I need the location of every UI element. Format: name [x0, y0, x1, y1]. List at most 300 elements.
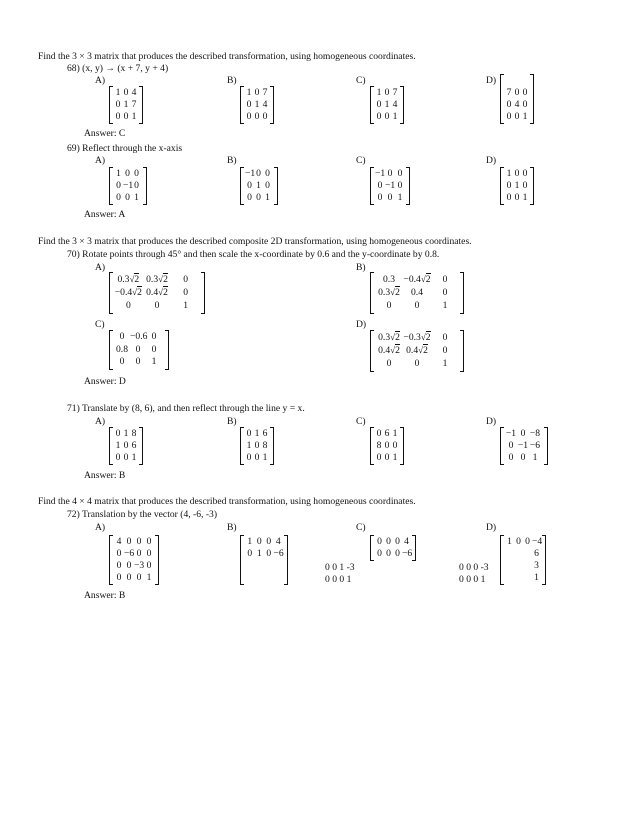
matrix-q68-d — [500, 74, 534, 124]
left-bracket — [370, 86, 374, 124]
q72-d-row-4: 0 0 0 1 — [459, 574, 486, 585]
answer-68: Answer: C — [84, 128, 126, 139]
matrix-cell: 0 — [387, 192, 393, 204]
matrix-cell: 7 — [392, 87, 398, 99]
left-bracket — [109, 167, 113, 205]
matrix-cell: −1 — [123, 180, 134, 192]
matrix-cell: 1 — [134, 192, 139, 204]
matrix-cell: 0 — [442, 331, 448, 343]
matrix-cell: 1 — [397, 192, 403, 204]
matrix-row — [114, 286, 200, 299]
matrix-row — [375, 536, 411, 548]
section-heading-4x4: Find the 4 × 4 matrix that produces the described transformation, using homogeneous coordinates. — [38, 496, 416, 507]
question-72-stem: 72) Translation by the vector (4, -6, -3) — [67, 509, 218, 520]
matrix-cell: 1 — [146, 572, 152, 584]
matrix-cell: 0 — [265, 180, 270, 192]
matrix-cell: 0 — [151, 343, 157, 355]
answer-71: Answer: B — [84, 470, 126, 481]
matrix-cell: 0 — [520, 428, 526, 440]
matrix-q72-b — [240, 535, 288, 585]
matrix-row — [245, 428, 269, 440]
matrix-row — [375, 273, 459, 286]
matrix-row — [505, 428, 543, 440]
matrix-q72-a — [109, 535, 159, 585]
matrix-row — [505, 440, 543, 452]
matrix-cell: 0 — [134, 168, 139, 180]
right-bracket — [139, 86, 143, 124]
matrix-cell: 0 — [116, 180, 121, 192]
matrix-row — [245, 572, 283, 584]
section-heading-composite: Find the 3 × 3 matrix that produces the described composite 2D transformation, using homogeneous coordinates. — [38, 236, 472, 247]
matrix-cell: 1 — [256, 180, 261, 192]
matrix-cell: −1 — [245, 168, 256, 180]
matrix-row — [375, 99, 399, 111]
matrix-row — [114, 356, 164, 369]
matrix-cell: 0.3√2 — [378, 286, 400, 298]
matrix-cell: 0 — [246, 452, 252, 464]
right-bracket — [544, 427, 548, 465]
matrix-cell: 4 — [514, 99, 520, 111]
matrix-cell: 0 — [115, 99, 121, 111]
matrix-cell: 0.3√2 — [146, 273, 168, 285]
matrix-cell: 0.4√2 — [378, 344, 400, 356]
matrix-row — [505, 111, 529, 123]
matrix-cell: −1 — [375, 168, 386, 180]
matrix-row — [114, 560, 154, 572]
matrix-cell: −3 — [134, 560, 145, 572]
matrix-cell: 1 — [254, 428, 260, 440]
matrix-cell: 0 — [125, 192, 130, 204]
matrix-row — [505, 452, 543, 464]
matrix-row — [245, 548, 283, 560]
matrix-cell: 4 — [262, 99, 268, 111]
matrix-cell: 0 — [116, 192, 121, 204]
matrix-row — [375, 331, 459, 344]
matrix-cell: 0 — [183, 286, 189, 298]
matrix-cell: 1 — [131, 111, 137, 123]
matrix-cell: 1 — [392, 428, 398, 440]
matrix-cell: −4 — [532, 536, 543, 548]
matrix-cell: 0 — [384, 452, 390, 464]
left-bracket — [240, 535, 244, 585]
matrix-cell: 0 — [256, 168, 261, 180]
matrix-row — [375, 452, 399, 464]
matrix-cell: 0 — [384, 440, 390, 452]
matrix-cell: 0 — [508, 440, 514, 452]
matrix-cell: 0 — [377, 192, 383, 204]
right-bracket — [406, 167, 410, 205]
matrix-cell: 4 — [131, 87, 137, 99]
matrix-q69-a — [109, 167, 147, 205]
matrix-row — [114, 273, 200, 286]
matrix-cell: 0 — [136, 572, 142, 584]
matrix-cell: 8 — [376, 440, 382, 452]
matrix-q68-c — [370, 86, 404, 124]
matrix-cell: 0 — [119, 356, 125, 368]
matrix-cell: 1 — [247, 536, 253, 548]
matrix-cell: 1 — [123, 428, 129, 440]
question-68-stem: 68) (x, y) → (x + 7, y + 4) — [67, 63, 169, 74]
matrix-cell: 0 — [386, 357, 392, 369]
matrix-cell: 0 — [377, 536, 382, 548]
matrix-cell: 1 — [522, 111, 528, 123]
right-bracket — [530, 74, 534, 124]
matrix-row — [375, 111, 399, 123]
matrix-cell: 0 — [262, 111, 268, 123]
right-bracket — [530, 167, 534, 205]
matrix-row — [114, 428, 138, 440]
matrix-cell: 0 — [116, 560, 122, 572]
matrix-cell: 0 — [123, 440, 129, 452]
matrix-cell: 0 — [377, 548, 382, 560]
option-label: B) — [227, 522, 237, 533]
question-71-stem: 71) Translate by (8, 6), and then reflect through the line y = x. — [67, 403, 305, 414]
matrix-cell: 0 — [392, 440, 398, 452]
option-label: A) — [95, 155, 106, 166]
option-label: B) — [356, 262, 366, 273]
right-bracket — [143, 167, 147, 205]
matrix-cell: 1 — [246, 440, 252, 452]
right-bracket — [400, 427, 404, 465]
right-bracket — [270, 427, 274, 465]
matrix-row — [114, 536, 154, 548]
matrix-row — [114, 331, 164, 344]
matrix-cell: 0 — [384, 87, 390, 99]
matrix-row — [505, 87, 529, 99]
matrix-row — [114, 111, 138, 123]
left-bracket — [109, 330, 113, 370]
q72-c-row-4: 0 0 0 1 — [325, 574, 352, 585]
matrix-cell: 0 — [123, 452, 129, 464]
left-bracket — [500, 167, 504, 205]
matrix-cell: 1 — [131, 452, 137, 464]
option-label: A) — [95, 522, 106, 533]
matrix-cell: 0 — [376, 428, 382, 440]
left-bracket — [370, 427, 374, 465]
matrix-row — [114, 452, 138, 464]
left-bracket — [500, 535, 504, 585]
matrix-cell: 0 — [386, 536, 391, 548]
matrix-cell: 0 — [386, 299, 392, 311]
matrix-row — [114, 180, 142, 192]
answer-69: Answer: A — [84, 209, 126, 220]
option-label: C) — [356, 522, 366, 533]
matrix-row — [505, 536, 541, 548]
matrix-cell: 0.3√2 — [117, 273, 140, 285]
option-label: D) — [486, 416, 497, 427]
matrix-cell: 0.4√2 — [406, 344, 428, 356]
matrix-row — [114, 87, 138, 99]
right-bracket — [201, 272, 205, 314]
matrix-cell: 0 — [116, 572, 122, 584]
matrix-cell: −0.4√2 — [403, 273, 431, 285]
matrix-cell: 0 — [442, 344, 448, 356]
left-bracket — [109, 535, 113, 585]
right-bracket — [284, 535, 288, 585]
matrix-cell: 0 — [514, 168, 520, 180]
matrix-cell: 0 — [256, 536, 262, 548]
matrix-cell: 0 — [376, 99, 382, 111]
matrix-row — [505, 180, 529, 192]
matrix-cell: 8 — [262, 440, 268, 452]
option-label: A) — [95, 262, 106, 273]
matrix-cell: 0 — [123, 87, 129, 99]
matrix-cell: −1 — [385, 180, 396, 192]
matrix-cell: 1 — [115, 87, 121, 99]
matrix-cell: 0 — [508, 452, 514, 464]
matrix-cell: 1 — [265, 192, 270, 204]
left-bracket — [109, 272, 113, 314]
matrix-row — [375, 428, 399, 440]
matrix-cell: 0 — [123, 111, 129, 123]
matrix-row — [114, 99, 138, 111]
matrix-cell: 1 — [376, 87, 382, 99]
q72-c-row-3: 0 0 1 -3 — [325, 562, 355, 573]
right-bracket — [139, 427, 143, 465]
matrix-q72-d — [500, 535, 546, 585]
matrix-cell: 0 — [514, 111, 520, 123]
matrix-cell: 0 — [386, 548, 391, 560]
matrix-cell: 0 — [151, 331, 157, 343]
matrix-cell: 0 — [384, 111, 390, 123]
matrix-row — [114, 440, 138, 452]
matrix-q70-d — [370, 330, 464, 372]
matrix-row — [245, 536, 283, 548]
matrix-row — [505, 560, 541, 572]
right-bracket — [412, 535, 416, 561]
matrix-row — [375, 180, 405, 192]
matrix-cell: 0 — [154, 299, 160, 311]
matrix-row — [114, 299, 200, 312]
left-bracket — [240, 86, 244, 124]
matrix-cell: 0 — [525, 536, 530, 548]
matrix-row — [114, 168, 142, 180]
matrix-row — [245, 440, 269, 452]
matrix-cell: 0 — [506, 180, 512, 192]
matrix-cell: 0.3√2 — [378, 331, 400, 343]
matrix-cell: 6 — [262, 428, 268, 440]
matrix-row — [114, 572, 154, 584]
matrix-cell: 0 — [254, 452, 260, 464]
option-label: C) — [356, 155, 366, 166]
matrix-q72-c — [370, 535, 416, 561]
option-label: A) — [95, 75, 106, 86]
option-label: D) — [486, 75, 497, 86]
matrix-cell: 0 — [247, 192, 252, 204]
matrix-cell: 0 — [146, 548, 152, 560]
matrix-cell: 0 — [442, 273, 448, 285]
matrix-row — [245, 452, 269, 464]
matrix-cell: 1 — [442, 299, 448, 311]
option-label: B) — [227, 155, 237, 166]
left-bracket — [240, 167, 244, 205]
matrix-cell: 0 — [136, 536, 142, 548]
right-bracket — [270, 86, 274, 124]
matrix-cell: 0 — [506, 111, 512, 123]
matrix-row — [375, 344, 459, 357]
matrix-row — [114, 548, 154, 560]
matrix-cell: 1 — [532, 452, 538, 464]
matrix-cell: 0 — [516, 536, 521, 548]
matrix-cell: 1 — [183, 299, 189, 311]
matrix-cell: 0 — [395, 536, 400, 548]
matrix-cell: 0 — [246, 111, 252, 123]
matrix-cell: 1 — [123, 99, 129, 111]
matrix-cell: 0 — [135, 356, 141, 368]
left-bracket — [109, 86, 113, 124]
matrix-row — [245, 168, 273, 180]
matrix-cell: 7 — [131, 99, 137, 111]
left-bracket — [370, 330, 374, 372]
matrix-row — [375, 286, 459, 299]
question-70-stem: 70) Rotate points through 45° and then scale the x-coordinate by 0.6 and the y-coordinate by 0.8. — [67, 249, 440, 260]
matrix-cell: 0 — [514, 192, 520, 204]
matrix-row — [505, 572, 541, 584]
matrix-cell: 0 — [266, 536, 272, 548]
option-label: D) — [486, 155, 497, 166]
matrix-cell: −0.3√2 — [403, 331, 431, 343]
matrix-row — [245, 560, 283, 572]
matrix-cell: 1 — [256, 548, 262, 560]
matrix-cell: 1 — [507, 536, 512, 548]
matrix-cell: 0 — [520, 452, 526, 464]
matrix-cell: 1 — [442, 357, 448, 369]
matrix-cell: 0 — [115, 111, 121, 123]
q72-d-row-3: 0 0 0 -3 — [459, 562, 489, 573]
matrix-cell: 4 — [275, 536, 281, 548]
matrix-cell: 0 — [116, 548, 122, 560]
matrix-q70-a — [109, 272, 205, 314]
matrix-row — [245, 111, 269, 123]
matrix-cell: 0.4 — [411, 286, 423, 298]
matrix-cell: 0 — [126, 572, 132, 584]
matrix-cell: 0 — [376, 452, 382, 464]
matrix-cell: 1 — [522, 192, 528, 204]
right-bracket — [165, 330, 169, 370]
matrix-cell: 0 — [265, 168, 270, 180]
right-bracket — [155, 535, 159, 585]
matrix-cell: 1 — [384, 99, 390, 111]
matrix-q71-c — [370, 427, 404, 465]
matrix-cell: 0 — [126, 560, 132, 572]
right-bracket — [460, 330, 464, 372]
matrix-cell: 0 — [246, 99, 252, 111]
matrix-cell: 7 — [262, 87, 268, 99]
matrix-cell: 0.4√2 — [146, 286, 168, 298]
matrix-cell: 0 — [522, 99, 528, 111]
matrix-cell: 0 — [246, 428, 252, 440]
matrix-cell: 0 — [376, 111, 382, 123]
matrix-cell: 4 — [392, 99, 398, 111]
matrix-row — [375, 440, 399, 452]
matrix-row — [245, 99, 269, 111]
matrix-cell: −6 — [529, 440, 541, 452]
matrix-q69-d — [500, 167, 534, 205]
matrix-row — [114, 192, 142, 204]
matrix-cell: 6 — [384, 428, 390, 440]
answer-70: Answer: D — [84, 376, 126, 387]
matrix-cell: 0 — [522, 87, 528, 99]
matrix-cell: 0 — [126, 536, 132, 548]
matrix-cell: 0 — [254, 440, 260, 452]
matrix-q70-b — [370, 272, 464, 314]
section-heading-3x3: Find the 3 × 3 matrix that produces the described transformation, using homogeneous coordinates. — [38, 51, 416, 62]
matrix-cell: 0 — [506, 99, 512, 111]
matrix-cell: 0 — [522, 168, 528, 180]
matrix-row — [375, 357, 459, 370]
matrix-cell: 0 — [115, 428, 121, 440]
matrix-row — [245, 180, 273, 192]
matrix-cell: 7 — [506, 87, 512, 99]
matrix-cell: 0 — [522, 180, 528, 192]
matrix-cell: 0 — [266, 548, 272, 560]
matrix-row — [114, 344, 164, 357]
matrix-cell: 1 — [116, 168, 121, 180]
question-69-stem: 69) Reflect through the x-axis — [67, 143, 183, 154]
option-label: C) — [95, 319, 105, 330]
matrix-cell: 4 — [404, 536, 409, 548]
matrix-cell: 3 — [534, 560, 539, 572]
matrix-row — [505, 548, 541, 560]
matrix-row — [375, 299, 459, 312]
right-bracket — [400, 86, 404, 124]
matrix-cell: −1 — [505, 428, 517, 440]
matrix-cell: 0 — [397, 180, 403, 192]
matrix-cell: −0.4√2 — [114, 286, 142, 298]
left-bracket — [500, 427, 504, 465]
matrix-cell: 1 — [115, 440, 121, 452]
matrix-cell: 0 — [256, 192, 261, 204]
matrix-row — [375, 87, 399, 99]
matrix-cell: −6 — [273, 548, 284, 560]
matrix-cell: 1 — [534, 572, 539, 584]
option-label: B) — [227, 75, 237, 86]
matrix-row — [245, 192, 273, 204]
matrix-row — [375, 192, 405, 204]
option-label: D) — [486, 522, 497, 533]
matrix-cell: −6 — [124, 548, 135, 560]
matrix-cell: 1 — [262, 452, 268, 464]
matrix-cell: 0 — [115, 452, 121, 464]
matrix-cell: 8 — [131, 428, 137, 440]
matrix-cell: 1 — [514, 180, 520, 192]
matrix-cell: 0 — [254, 111, 260, 123]
left-bracket — [109, 427, 113, 465]
matrix-q71-a — [109, 427, 143, 465]
matrix-cell: −0.6 — [130, 331, 148, 343]
left-bracket — [370, 167, 374, 205]
option-label: A) — [95, 416, 106, 427]
matrix-cell: 0 — [146, 536, 152, 548]
matrix-cell: 0.3 — [383, 273, 395, 285]
option-label: D) — [356, 319, 367, 330]
matrix-cell: 0 — [442, 286, 448, 298]
matrix-cell: 0 — [125, 168, 130, 180]
answer-72: Answer: B — [84, 590, 126, 601]
matrix-cell: 0 — [514, 87, 520, 99]
matrix-cell: 1 — [392, 111, 398, 123]
matrix-cell: 0 — [414, 299, 420, 311]
left-bracket — [500, 74, 504, 124]
matrix-cell: −1 — [517, 440, 529, 452]
matrix-cell: 0 — [506, 192, 512, 204]
matrix-q69-c — [370, 167, 410, 205]
option-label: B) — [227, 416, 237, 427]
matrix-cell: 6 — [534, 548, 539, 560]
matrix-row — [505, 192, 529, 204]
matrix-cell: 0 — [414, 357, 420, 369]
matrix-cell: 0 — [377, 180, 383, 192]
